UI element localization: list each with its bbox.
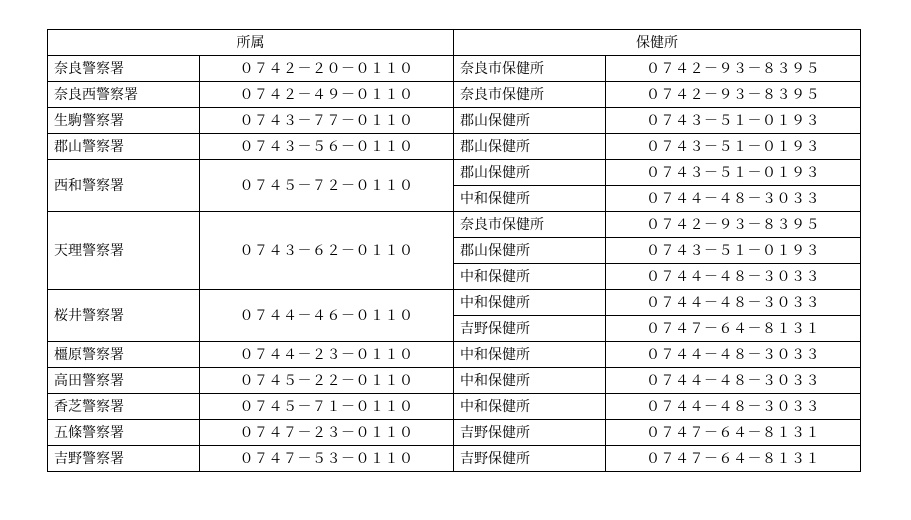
health-center-phone: ０７４２－９３－８３９５: [606, 56, 861, 82]
health-center-phone: ０７４４－４８－３０３３: [606, 290, 861, 316]
health-center-phone: ０７４４－４８－３０３３: [606, 368, 861, 394]
police-station-phone: ０７４４－４６－０１１０: [200, 290, 454, 342]
health-center-phone: ０７４３－５１－０１９３: [606, 238, 861, 264]
police-station-name: 天理警察署: [48, 212, 200, 290]
police-station-phone: ０７４３－７７－０１１０: [200, 108, 454, 134]
police-station-phone: ０７４５－７２－０１１０: [200, 160, 454, 212]
health-center-name: 中和保健所: [454, 186, 606, 212]
police-station-name: 生駒警察署: [48, 108, 200, 134]
health-center-name: 郡山保健所: [454, 238, 606, 264]
health-center-phone: ０７４７－６４－８１３１: [606, 446, 861, 472]
health-center-name: 吉野保健所: [454, 420, 606, 446]
health-center-phone: ０７４７－６４－８１３１: [606, 420, 861, 446]
table-row: [48, 394, 861, 420]
health-center-phone: ０７４４－４８－３０３３: [606, 342, 861, 368]
header-health-center: 保健所: [454, 30, 861, 56]
police-station-phone: ０７４５－２２－０１１０: [200, 368, 454, 394]
health-center-phone: ０７４７－６４－８１３１: [606, 316, 861, 342]
health-center-phone: ０７４３－５１－０１９３: [606, 160, 861, 186]
health-center-phone: ０７４４－４８－３０３３: [606, 186, 861, 212]
table-header: [48, 30, 861, 56]
health-center-name: 中和保健所: [454, 394, 606, 420]
police-station-name: 高田警察署: [48, 368, 200, 394]
health-center-name: 奈良市保健所: [454, 82, 606, 108]
header-affiliation: 所属: [48, 30, 454, 56]
table-row: [48, 368, 861, 394]
police-station-phone: ０７４７－２３－０１１０: [200, 420, 454, 446]
health-center-name: 奈良市保健所: [454, 56, 606, 82]
health-center-name: 郡山保健所: [454, 108, 606, 134]
health-center-phone: ０７４４－４８－３０３３: [606, 394, 861, 420]
table-row: [48, 134, 861, 160]
table-row: [48, 212, 861, 238]
contact-table-container: [47, 29, 860, 472]
police-station-phone: ０７４５－７１－０１１０: [200, 394, 454, 420]
health-center-name: 吉野保健所: [454, 316, 606, 342]
table-row: [48, 82, 861, 108]
health-center-name: 郡山保健所: [454, 160, 606, 186]
health-center-name: 郡山保健所: [454, 134, 606, 160]
health-center-name: 中和保健所: [454, 368, 606, 394]
health-center-name: 吉野保健所: [454, 446, 606, 472]
health-center-name: 中和保健所: [454, 342, 606, 368]
health-center-phone: ０７４２－９３－８３９５: [606, 212, 861, 238]
police-station-phone: ０７４３－５６－０１１０: [200, 134, 454, 160]
health-center-phone: ０７４２－９３－８３９５: [606, 82, 861, 108]
health-center-name: 中和保健所: [454, 264, 606, 290]
table-row: [48, 446, 861, 472]
health-center-phone: ０７４３－５１－０１９３: [606, 108, 861, 134]
police-station-name: 奈良西警察署: [48, 82, 200, 108]
table-row: [48, 290, 861, 316]
health-center-phone: ０７４４－４８－３０３３: [606, 264, 861, 290]
health-center-phone: ０７４３－５１－０１９３: [606, 134, 861, 160]
police-station-name: 西和警察署: [48, 160, 200, 212]
table-row: [48, 160, 861, 186]
police-station-phone: ０７４２－２０－０１１０: [200, 56, 454, 82]
police-station-name: 香芝警察署: [48, 394, 200, 420]
table-row: [48, 56, 861, 82]
police-station-name: 吉野警察署: [48, 446, 200, 472]
table-row: [48, 108, 861, 134]
police-station-phone: ０７４４－２３－０１１０: [200, 342, 454, 368]
table-row: [48, 342, 861, 368]
police-station-name: 橿原警察署: [48, 342, 200, 368]
police-station-phone: ０７４２－４９－０１１０: [200, 82, 454, 108]
police-station-name: 桜井警察署: [48, 290, 200, 342]
health-center-name: 奈良市保健所: [454, 212, 606, 238]
police-station-phone: ０７４７－５３－０１１０: [200, 446, 454, 472]
police-station-name: 奈良警察署: [48, 56, 200, 82]
table-header-row: [48, 30, 861, 56]
table-body: [48, 56, 861, 472]
health-center-name: 中和保健所: [454, 290, 606, 316]
table-row: [48, 420, 861, 446]
police-station-name: 郡山警察署: [48, 134, 200, 160]
police-station-name: 五條警察署: [48, 420, 200, 446]
police-health-center-table: [47, 29, 861, 472]
police-station-phone: ０７４３－６２－０１１０: [200, 212, 454, 290]
